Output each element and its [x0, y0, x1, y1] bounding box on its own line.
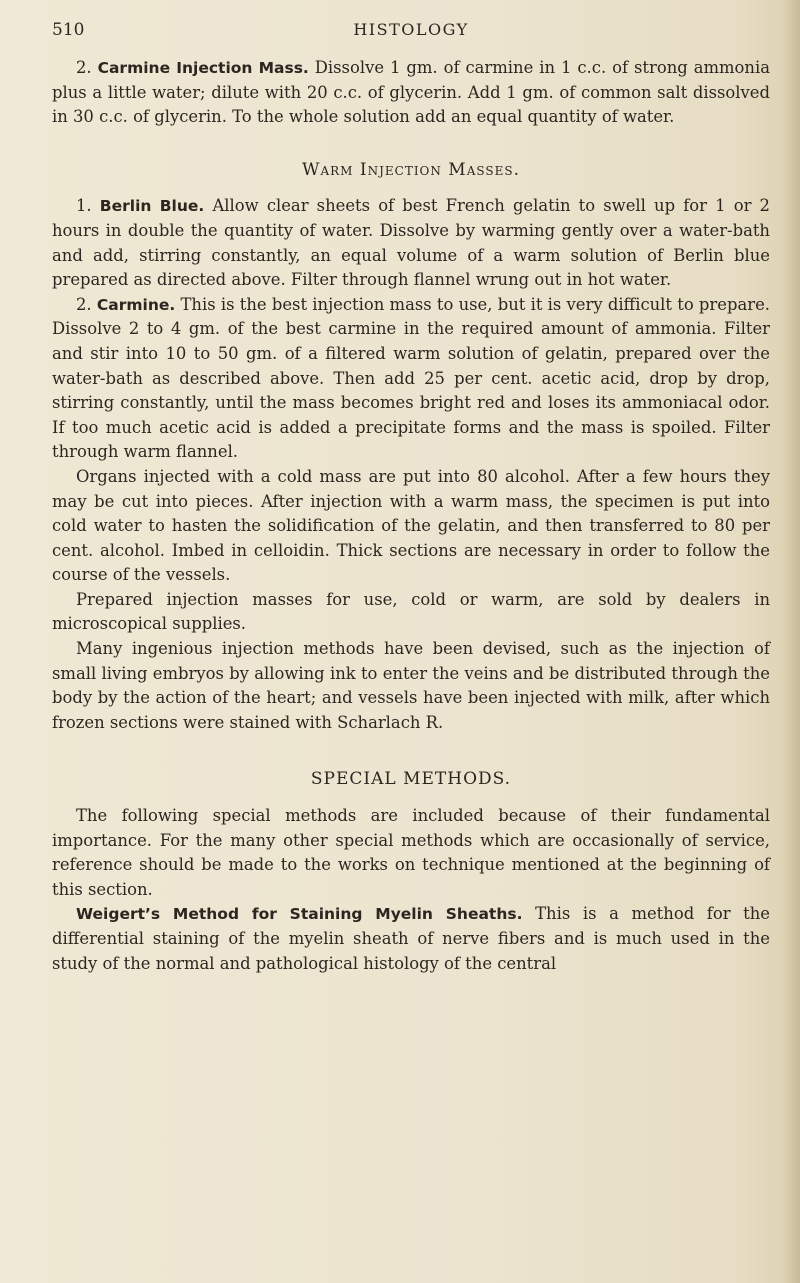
item-title: Carmine Injection Mass.: [97, 59, 309, 77]
paragraph-carmine-injection-mass: [52, 56, 770, 130]
page-body: [52, 56, 770, 976]
paragraph-following-methods: The following special methods are included because of their fundamental importance. For the many other special methods which are occasionally of service, reference should be made to the works on technique mentioned at the beginning of this section.: [52, 806, 770, 899]
item-title: Carmine.: [96, 295, 176, 314]
paragraph-weigert-method: [52, 902, 770, 976]
paragraph-organs-injected: Organs injected with a cold mass are put into 80 alcohol. After a few hours they may be cut into pieces. After injection with a warm mass, the specimen is put into cold water to hasten the solidification of the gelatin, and then transferred to 80 per cent. alcohol. Imbed in celloidin. Thick sections are necessary in order to follow the course of the vessels.: [52, 466, 770, 585]
item-text: Allow clear sheets of best French gelatin to swell up for 1 or 2 hours in double the quantity of water. Dissolve by warming gently over a water-bath and add, stirring constantly, an equal volume of a warm solution of Berlin blue prepared as directed above. Filter through flannel wrung out in hot water.: [52, 196, 770, 290]
paragraph-berlin-blue: [52, 194, 770, 292]
paragraph-prepared-masses: Prepared injection masses for use, cold or warm, are sold by dealers in microscopical supplies.: [52, 589, 770, 634]
item-text: This is a method for the differential staining of the myelin sheath of nerve fibers and is much used in the study of the normal and pathological histology of the central: [52, 904, 770, 973]
item-title: Weigert’s Method for Staining Myelin Sheaths.: [76, 905, 523, 924]
section-heading-warm-injection: Warm Injection Masses.: [301, 159, 520, 180]
item-text: This is the best injection mass to use, but it is very difficult to prepare. Dissolve 2 to 4 gm. of the best carmine in the required amount of ammonia. Filter and stir into 10 to 50 gm. of a filtered warm solution of gelatin, prepared over the water-bath as described above. Then add 25 per cent. acetic acid, drop by drop, stirring constantly, until the mass becomes bright red and loses its ammoniacal odor. If too much acetic acid is added a precipitate forms and the mass is spoiled. Filter through warm flannel.: [52, 294, 770, 462]
item-title: Berlin Blue.: [99, 197, 205, 216]
item-text: Dissolve 1 gm. of carmine in 1 c.c. of strong ammonia plus a little water; dilute with 20 c.c. of glycerin. Add 1 gm. of common salt dissolved in 30 c.c. of glycerin. To the whole solution add an equal quantity of water.: [52, 58, 770, 127]
page-header: [52, 20, 770, 44]
item-number: 1.: [76, 196, 100, 216]
page-number: 510: [52, 20, 85, 40]
paragraph-ingenious-methods: Many ingenious injection methods have been devised, such as the injection of small living embryos by allowing ink to enter the veins and be distributed through the body by the action of the heart; and vessels have been injected with milk, after which frozen sections were stained with Scharlach R.: [52, 639, 770, 732]
item-number: 2.: [76, 294, 97, 314]
running-title: HISTOLOGY: [353, 20, 469, 39]
section-heading-special-methods: SPECIAL METHODS.: [310, 769, 512, 790]
page-edge-shadow: [782, 0, 800, 1283]
paragraph-carmine: [52, 293, 770, 465]
item-number: 2.: [76, 58, 98, 77]
